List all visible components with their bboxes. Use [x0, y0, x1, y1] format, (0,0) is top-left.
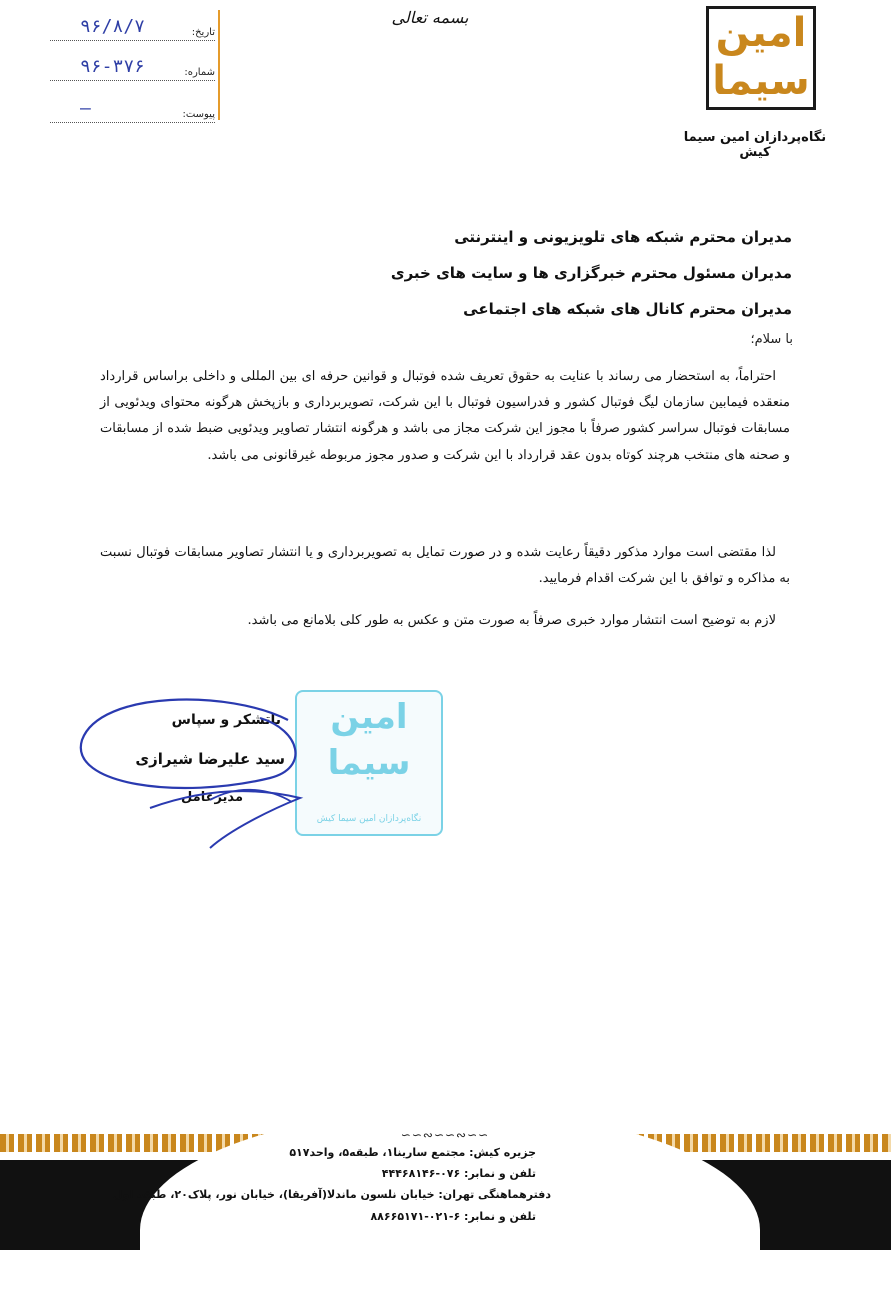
letter-body-3 [100, 608, 790, 634]
header-accent-rule [218, 10, 220, 120]
company-logo [706, 6, 816, 110]
signer-name: سید علیرضا شیرازی [135, 750, 285, 768]
bismillah: بسمه تعالی [391, 8, 469, 27]
date-value: ۹۶/۸/۷ [80, 16, 146, 37]
attachment-value: — [80, 98, 93, 119]
body-paragraph: لذا مقتضی است موارد مذکور دقیقاً رعایت شده و در صورت تمایل به تصویربرداری و یا انتشار تصاویر مسابقات فوتبال نسبت به مذاکره و توافق با این شرکت اقدام فرمایید. [100, 545, 790, 587]
number-value: ۹۶-۳۷۶ [80, 56, 146, 77]
addressee-line: مدیران محترم شبکه های تلویزیونی و اینترنتی [454, 228, 792, 246]
attachment-row [50, 98, 215, 123]
stamp-word-bottom: سیما [327, 743, 411, 783]
footer-address-line: جزیره کیش: مجتمع سارینا۱، طبقه۵، واحد۵۱۷ [289, 1146, 536, 1159]
date-label: تاریخ: [191, 27, 215, 38]
letter-body-2 [100, 540, 790, 592]
handwritten-signature [60, 690, 320, 850]
logo-word-top: امین [715, 10, 807, 56]
number-row [50, 56, 215, 81]
closing-phrase: باتشکر و سپاس [171, 712, 281, 728]
logo-word-bottom: سیما [712, 58, 810, 104]
letter-meta [50, 14, 220, 124]
attachment-label: پیوست: [182, 109, 215, 120]
body-paragraph: احتراماً، به استحضار می رساند با عنایت به حقوق تعریف شده فوتبال و قوانین حرفه ای بین المللی و داخلی براساس قرارداد منعقده فیمابین سازمان لیگ فوتبال کشور و فدراسیون فوتبال با این شرکت، تصویربرداری و بازپخش هرگونه محتوای ویدئویی از مسابقات فوتبال سراسر کشور صرفاً با مجوز این شرکت مجاز می باشد و هرگونه انتشار تصاویر ویدئویی ضبط شده از مسابقات و صحنه های منتخب هرچند کوتاه بدون عقد قرارداد با این شرکت و صدور مجوز مربوطه غیرقانونی می باشد. [100, 369, 790, 463]
footer-phone-line: تلفن و نمابر: ۶-۰۲۱-۸۸۶۶۵۱۷۱ [370, 1210, 536, 1223]
footer-address-line: دفترهماهنگی تهران: خیابان نلسون ماندلا(آفریقا)، خیابان نور، پلاک۲۰، طبقه اول [112, 1188, 551, 1201]
number-label: شماره: [184, 67, 215, 78]
footer-phone-line: تلفن و نمابر: ۰۷۶-۴۴۴۶۸۱۴۶ [381, 1167, 536, 1180]
body-paragraph: لازم به توضیح است انتشار موارد خبری صرفاً به صورت متن و عکس به طور کلی بلامانع می باشد. [247, 613, 776, 628]
stamp-word-top: امین [330, 697, 408, 737]
addressee-line: مدیران مسئول محترم خبرگزاری ها و سایت های خبری [390, 264, 792, 282]
stamp-caption: نگاه‌پردازان امین سیما کیش [316, 814, 422, 824]
date-row [50, 16, 215, 41]
company-caption: نگاه‌پردازان امین سیما کیش [683, 130, 827, 160]
footer-ornament: ∽∽∾∽∽∾∽∽ [400, 1128, 490, 1142]
addressee-line: مدیران محترم کانال های شبکه های اجتماعی [463, 300, 792, 318]
letter-body [100, 364, 790, 469]
signer-title: مدیرعامل [181, 790, 243, 805]
salutation: با سلام؛ [750, 332, 793, 347]
